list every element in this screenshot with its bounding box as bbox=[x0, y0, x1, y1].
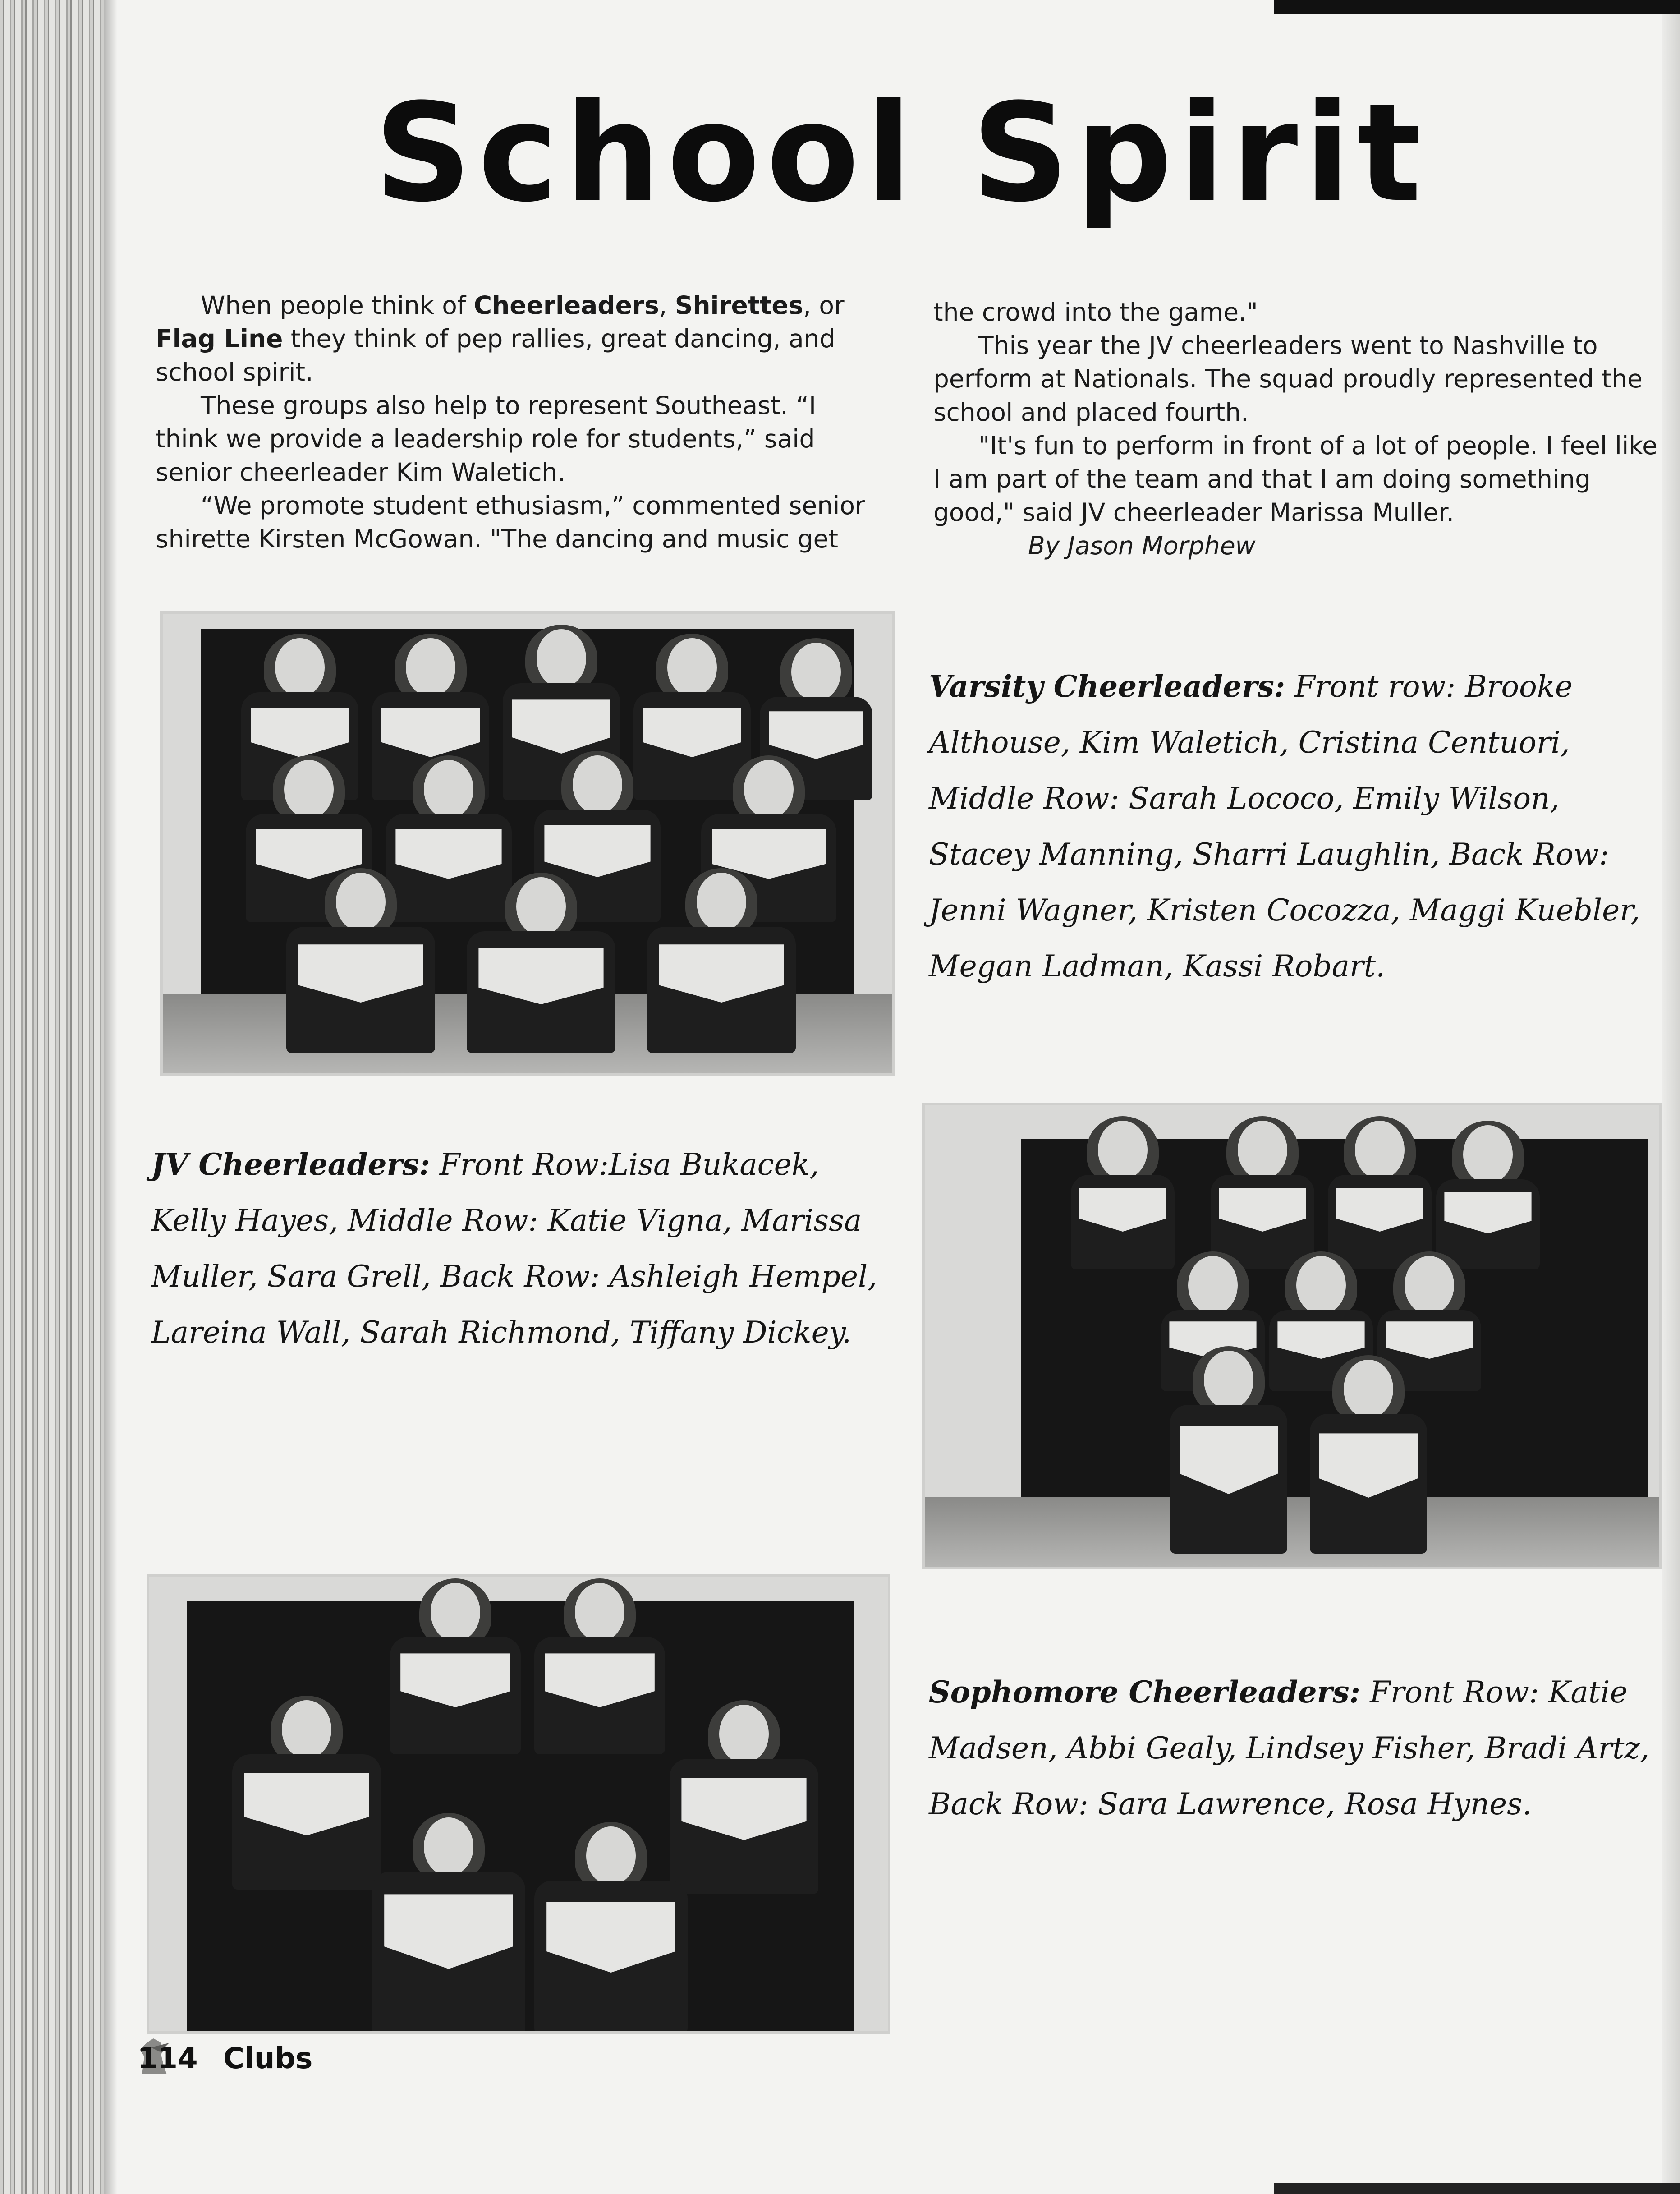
scan-edge-top bbox=[1274, 0, 1680, 14]
jv-cheerleaders-photo bbox=[922, 1103, 1662, 1569]
book-spine bbox=[0, 0, 104, 2194]
page-number: 114 bbox=[138, 2042, 198, 2075]
article-column-right bbox=[933, 295, 1664, 562]
sophomore-caption: Sophomore Cheerleaders: Front Row: Katie Madsen, Abbi Gealy, Lindsey Fisher, Bradi Artz, Back Row: Sara Lawrence, Rosa Hynes. bbox=[929, 1674, 1650, 1821]
article-paragraph: "It's fun to perform in front of a lot of people. I feel like I am part of the team and that I am doing something good," said JV cheerleader Marissa Muller. bbox=[933, 431, 1657, 527]
article-paragraph: the crowd into the game." bbox=[933, 298, 1258, 327]
varsity-cheerleaders-photo bbox=[160, 611, 895, 1076]
article-paragraph: When people think of Cheerleaders, Shirettes, or Flag Line they think of pep rallies, great dancing, and school spirit. bbox=[156, 291, 845, 386]
varsity-caption: Varsity Cheerleaders: Front row: Brooke Althouse, Kim Waletich, Cristina Centuori, Middle Row: Sarah Lococo, Emily Wilson, Stacey Manning, Sharri Laughlin, Back Row: Jenni Wagner, Kristen Cocozza, Maggi Kuebler, Megan Ladman, Kassi Robart. bbox=[929, 669, 1640, 984]
article-column-left bbox=[156, 289, 881, 556]
article-paragraph: “We promote student ethusiasm,” commented senior shirette Kirsten McGowan. "The dancing and music get bbox=[156, 491, 865, 553]
article-byline: By Jason Morphew bbox=[1028, 531, 1256, 560]
page-edge bbox=[1662, 0, 1680, 2194]
article-paragraph: This year the JV cheerleaders went to Nashville to perform at Nationals. The squad proudly represented the school and placed fourth. bbox=[933, 331, 1643, 427]
jv-caption: JV Cheerleaders: Front Row:Lisa Bukacek, Kelly Hayes, Middle Row: Katie Vigna, Marissa Muller, Sara Grell, Back Row: Ashleigh Hempel, Lareina Wall, Sarah Richmond, Tiffany Dickey. bbox=[151, 1147, 877, 1350]
section-name: Clubs bbox=[223, 2042, 313, 2075]
article-paragraph: These groups also help to represent Southeast. “I think we provide a leadership role for students,” said senior cheerleader Kim Waletich. bbox=[156, 391, 817, 487]
page-title: School Spirit bbox=[374, 74, 1428, 232]
scan-edge-bottom bbox=[1274, 2183, 1680, 2194]
sophomore-cheerleaders-photo bbox=[147, 1574, 890, 2034]
